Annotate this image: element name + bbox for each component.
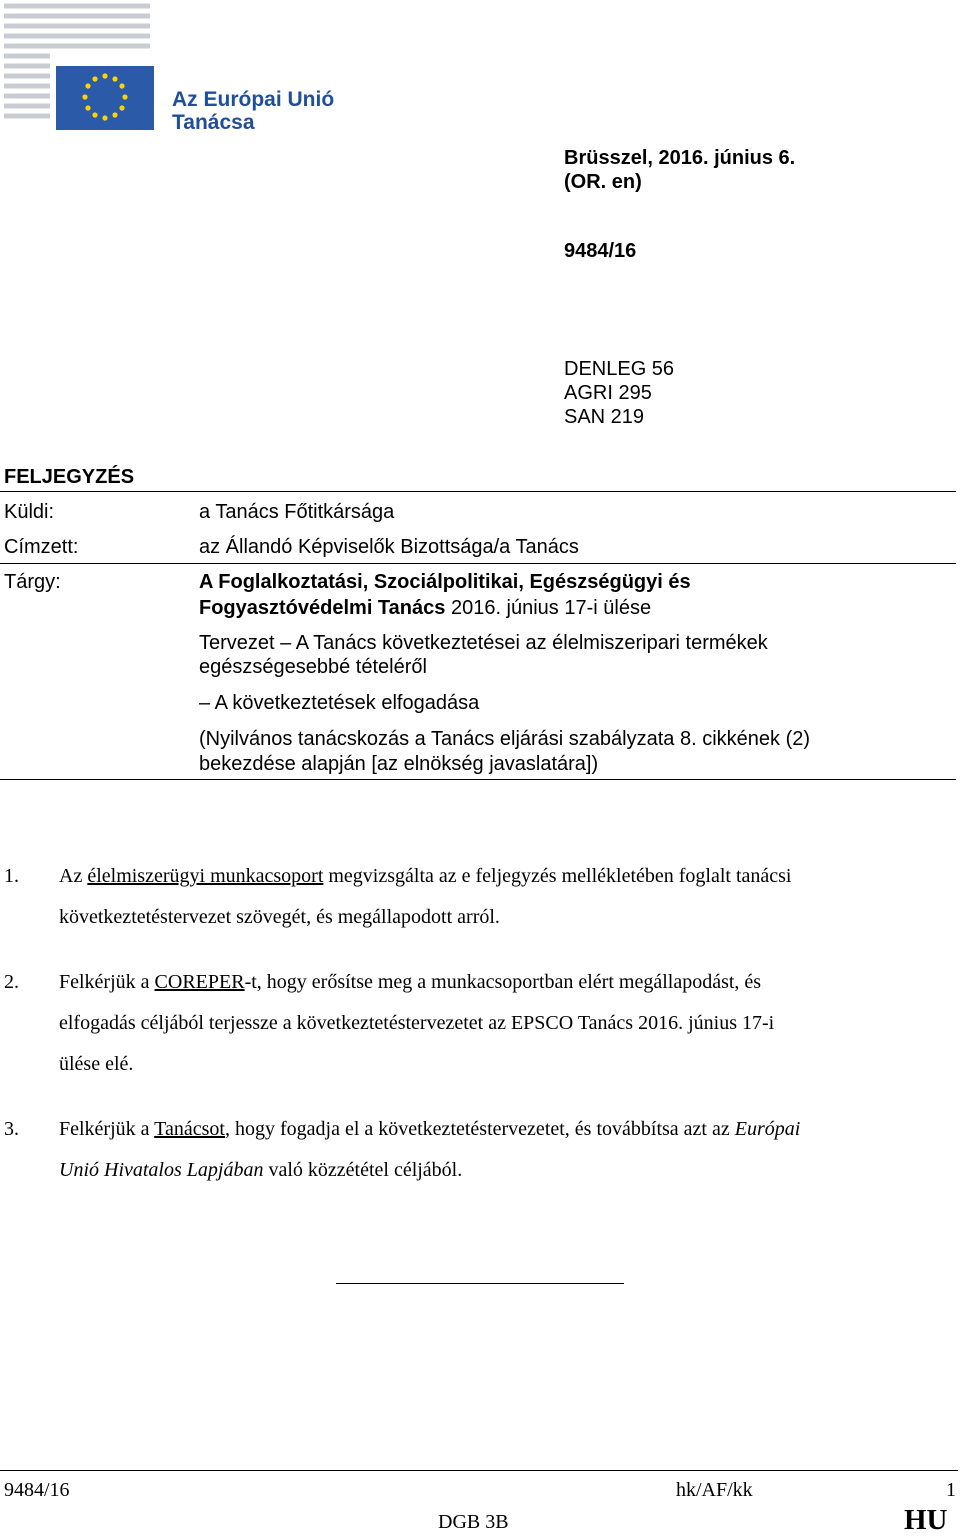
paragraph-number: 2. xyxy=(4,971,19,993)
adoption-line: ‒ A következtetések elfogadása xyxy=(199,692,480,714)
paragraph-2-text: -t, hogy erősítse meg a munkacsoportban elért megállapodást, és xyxy=(244,971,762,993)
paragraph-1-text: megvizsgálta az e feljegyzés mellékletében foglalt tanácsi xyxy=(323,865,792,887)
footer-initials: hk/AF/kk xyxy=(676,1479,753,1501)
paragraph-3-text: való közzététel céljából. xyxy=(263,1159,463,1181)
paragraph-number: 3. xyxy=(4,1118,19,1140)
footer-unit: DGB 3B xyxy=(438,1511,509,1533)
working-party-link[interactable]: élelmiszerügyi munkacsoport xyxy=(87,865,324,887)
footer-page-number: 1 xyxy=(946,1479,956,1501)
draft-title-line1: Tervezet ‒ A Tanács következtetései az élelmiszeripari termékek xyxy=(199,632,768,654)
interinstitutional-code: AGRI 295 xyxy=(564,382,652,404)
subject-line2-rest: 2016. június 17-i ülése xyxy=(445,597,652,619)
note-title: FELJEGYZÉS xyxy=(4,466,135,488)
paragraph-3-text: Felkérjük a xyxy=(59,1118,155,1140)
original-language: (OR. en) xyxy=(564,171,642,193)
official-journal-title: Európai xyxy=(734,1118,801,1140)
subject-line2 xyxy=(199,596,651,620)
footer-language: HU xyxy=(904,1504,948,1536)
paragraph-number: 1. xyxy=(4,865,19,887)
footer-divider xyxy=(0,1470,958,1471)
divider-subject xyxy=(0,563,956,564)
paragraph-2-text: Felkérjük a xyxy=(59,971,155,993)
logo-name-line2: Tanácsa xyxy=(172,111,255,134)
paragraph-1 xyxy=(59,856,959,938)
draft-title-line2: egészségesebbé tételéről xyxy=(199,656,427,678)
divider-top xyxy=(0,491,956,492)
subject-line2-bold: Fogyasztóvédelmi Tanács xyxy=(199,597,446,619)
council-logo xyxy=(0,0,360,140)
paragraph-3-text: , hogy fogadja el a következtetéstervezetet, és továbbítsa azt az xyxy=(224,1118,735,1140)
council-link[interactable]: Tanácsot xyxy=(154,1118,225,1140)
from-value: a Tanács Főtitkársága xyxy=(199,501,395,523)
subject-label: Tárgy: xyxy=(4,571,61,593)
public-deliberation-line2: bekezdése alapján [az elnökség javaslatára]) xyxy=(199,753,599,775)
to-value: az Állandó Képviselők Bizottsága/a Tanács xyxy=(199,536,579,558)
divider-bottom xyxy=(0,779,956,780)
from-label: Küldi: xyxy=(4,501,55,523)
paragraph-1-text: Az xyxy=(59,865,88,887)
public-deliberation-line1: (Nyilvános tanácskozás a Tanács eljárási szabályzata 8. cikkének (2) xyxy=(199,728,811,750)
coreper-link[interactable]: COREPER xyxy=(154,971,245,993)
interinstitutional-code: DENLEG 56 xyxy=(564,358,675,380)
subject-line1: A Foglalkoztatási, Szociálpolitikai, Egészségügyi és xyxy=(199,571,691,593)
to-label: Címzett: xyxy=(4,536,79,558)
document-number: 9484/16 xyxy=(564,240,637,262)
paragraph-2 xyxy=(59,962,959,1085)
footer-document-number: 9484/16 xyxy=(4,1479,70,1501)
paragraph-2-text: ülése elé. xyxy=(59,1053,134,1075)
closing-separator xyxy=(336,1283,624,1284)
paragraph-3 xyxy=(59,1109,959,1191)
eu-council-emblem xyxy=(0,0,160,140)
official-journal-title: Unió Hivatalos Lapjában xyxy=(59,1159,264,1181)
interinstitutional-code: SAN 219 xyxy=(564,406,645,428)
paragraph-1-text: következtetéstervezet szövegét, és megállapodott arról. xyxy=(59,906,500,928)
place-date: Brüsszel, 2016. június 6. xyxy=(564,147,796,169)
paragraph-2-text: elfogadás céljából terjessze a következtetéstervezetet az EPSCO Tanács 2016. június 17-i xyxy=(59,1012,775,1034)
logo-name-line1: Az Európai Unió xyxy=(172,88,335,111)
